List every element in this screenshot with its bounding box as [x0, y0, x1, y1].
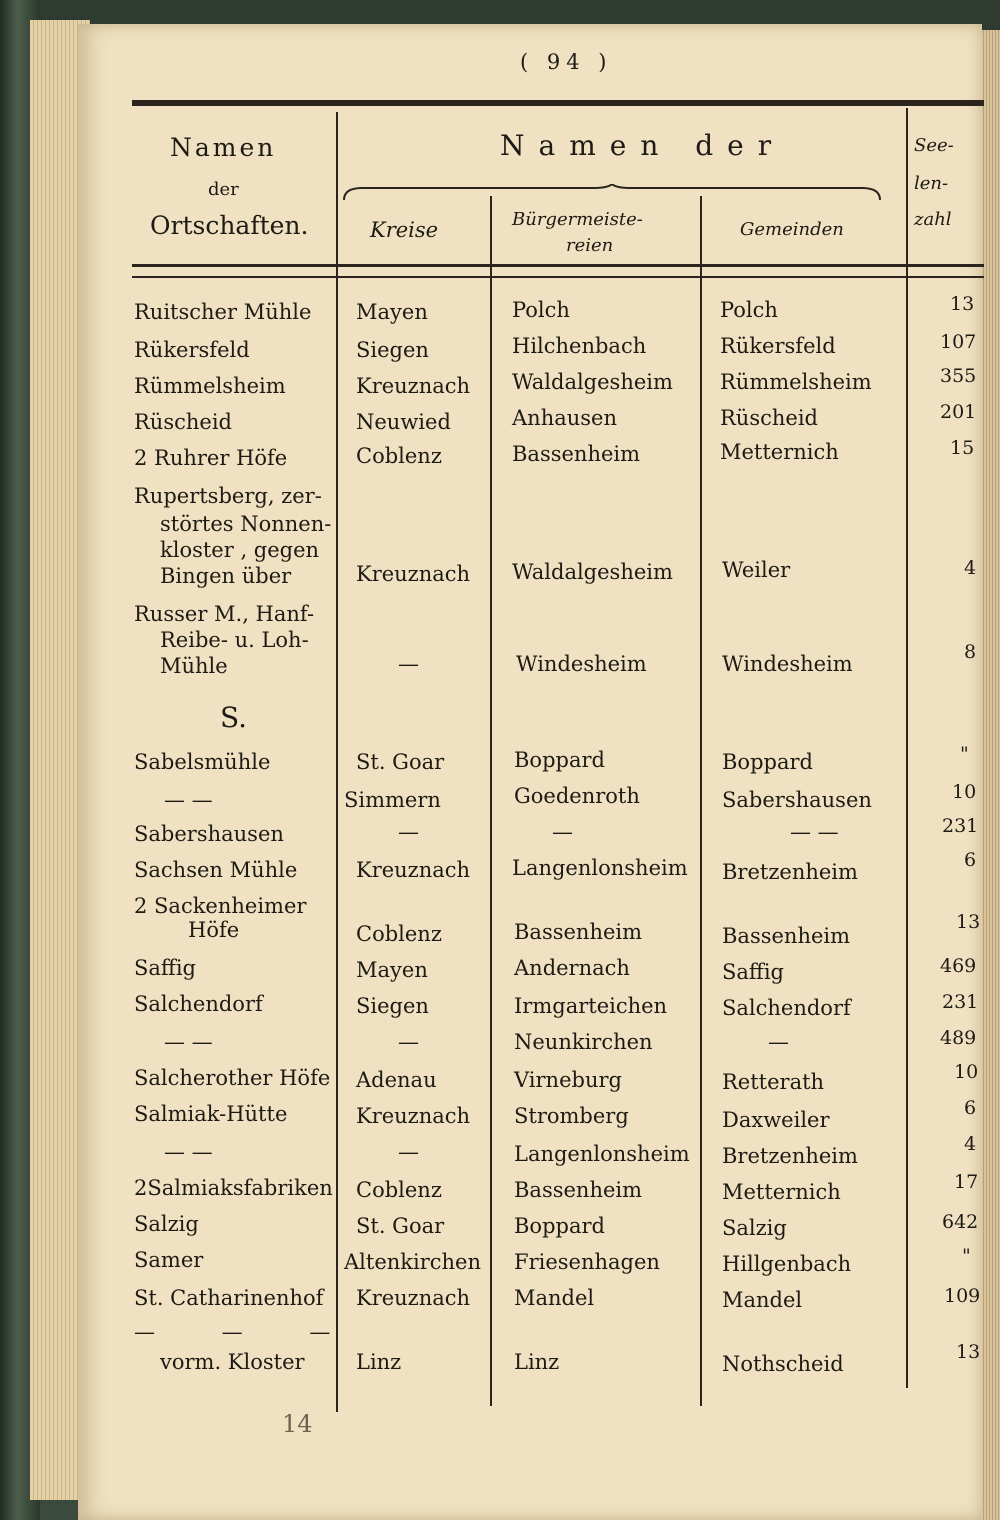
kreis-cell: Neuwied	[356, 410, 451, 434]
seelenzahl-cell: 109	[944, 1285, 981, 1307]
header-gemeinden: Gemeinden	[740, 219, 844, 240]
gemeinde-cell: Daxweiler	[722, 1108, 830, 1132]
ortschaft-cell: Sachsen Mühle	[134, 858, 298, 882]
buergermeisterei-cell: Mandel	[514, 1286, 595, 1310]
kreis-cell: Kreuznach	[356, 1104, 471, 1128]
seelenzahl-cell: "	[962, 1245, 971, 1267]
gemeinde-cell: Weiler	[722, 558, 791, 582]
column-divider	[700, 196, 702, 1406]
seelenzahl-cell: 10	[954, 1061, 979, 1083]
kreis-cell: St. Goar	[356, 1214, 445, 1238]
kreis-cell: Linz	[356, 1350, 402, 1374]
seelenzahl-cell: 13	[956, 911, 981, 933]
gemeinde-cell: Nothscheid	[722, 1352, 844, 1376]
seelenzahl-cell: 231	[942, 815, 979, 837]
kreis-cell: —	[398, 820, 419, 844]
gemeinde-cell: Windesheim	[722, 652, 853, 676]
seelenzahl-cell: 201	[940, 401, 977, 423]
ortschaft-cell: Rüscheid	[134, 410, 232, 434]
seelenzahl-cell: 4	[964, 557, 977, 579]
header-buergermeistereien: Bürgermeiste-	[512, 209, 643, 230]
buergermeisterei-cell: Langenlonsheim	[514, 1142, 690, 1166]
buergermeisterei-cell: Boppard	[514, 748, 605, 772]
kreis-cell: Siegen	[356, 338, 429, 362]
kreis-cell: Kreuznach	[356, 858, 471, 882]
seelenzahl-cell: 13	[950, 293, 975, 315]
gemeinde-cell: Rükersfeld	[720, 334, 836, 358]
gemeinde-cell: Boppard	[722, 750, 813, 774]
header-seelenzahl-3: zahl	[914, 209, 952, 230]
ortschaft-cell: Salcherother Höfe	[134, 1066, 331, 1090]
header-ortschaften: Ortschaften.	[150, 211, 309, 240]
gemeinde-cell: Bretzenheim	[722, 1144, 858, 1168]
seelenzahl-cell: "	[960, 743, 969, 765]
ortschaft-cell: — —	[164, 788, 213, 812]
ortschaft-cell: — —	[164, 1140, 213, 1164]
header-seelenzahl-2: len-	[914, 173, 949, 194]
header-kreise: Kreise	[370, 218, 439, 242]
ortschaft-cell: Samer	[134, 1248, 204, 1272]
ortschaft-cell: 2 Ruhrer Höfe	[134, 446, 288, 470]
buergermeisterei-cell: Windesheim	[516, 652, 647, 676]
ortschaft-cell: Salmiak-Hütte	[134, 1102, 288, 1126]
ortschaft-cell: Sabershausen	[134, 822, 284, 846]
gemeinde-cell: Retterath	[722, 1070, 825, 1094]
buergermeisterei-cell: —	[552, 820, 573, 844]
gemeinde-cell: Rüscheid	[720, 406, 818, 430]
seelenzahl-cell: 13	[956, 1341, 981, 1363]
ortschaft-cell: Salzig	[134, 1212, 199, 1236]
seelenzahl-cell: 4	[964, 1133, 977, 1155]
seelenzahl-cell: 6	[964, 849, 977, 871]
ortschaft-cell: Rupertsberg, zer-	[134, 484, 322, 508]
kreis-cell: Coblenz	[356, 922, 442, 946]
ortschaft-cell: Salchendorf	[134, 992, 263, 1016]
buergermeisterei-cell: Polch	[512, 298, 570, 322]
header-rule-2	[132, 276, 984, 278]
seelenzahl-cell: 8	[964, 641, 977, 663]
seelenzahl-cell: 355	[940, 365, 977, 387]
gemeinde-cell: Saffig	[722, 960, 784, 984]
kreis-cell: Siegen	[356, 994, 429, 1018]
buergermeisterei-cell: Andernach	[514, 956, 630, 980]
ortschaft-cell: kloster , gegen	[160, 538, 320, 562]
gemeinde-cell: Salzig	[722, 1216, 787, 1240]
header-der: der	[208, 179, 239, 200]
ortschaft-cell: störtes Nonnen-	[160, 512, 332, 536]
gemeinde-cell: Hillgenbach	[722, 1252, 852, 1276]
column-divider	[490, 196, 492, 1406]
gemeinde-cell: Metternich	[722, 1180, 841, 1204]
buergermeisterei-cell: Langenlonsheim	[512, 856, 688, 880]
gemeinde-cell: Bassenheim	[722, 924, 851, 948]
ortschaft-cell: Höfe	[188, 918, 240, 942]
page-number: ( 94 )	[520, 50, 613, 74]
section-letter: S.	[220, 701, 248, 734]
seelenzahl-cell: 10	[952, 781, 977, 803]
header-namen: Namen	[170, 133, 277, 162]
header-seelenzahl-1: See-	[914, 135, 954, 156]
ortschaft-cell: 2 Sackenheimer	[134, 894, 307, 918]
header-namen-der: Namen der	[500, 129, 786, 162]
ortschaft-cell: Bingen über	[160, 564, 292, 588]
ortschaft-cell: Russer M., Hanf-	[134, 602, 315, 626]
kreis-cell: Kreuznach	[356, 562, 471, 586]
header-buergermeistereien-2: reien	[566, 235, 614, 256]
seelenzahl-cell: 6	[964, 1097, 977, 1119]
seelenzahl-cell: 231	[942, 991, 979, 1013]
top-rule	[132, 100, 984, 106]
kreis-cell: St. Goar	[356, 750, 445, 774]
kreis-cell: Mayen	[356, 300, 428, 324]
column-divider	[906, 108, 908, 1388]
gemeinde-cell: Sabershausen	[722, 788, 872, 812]
buergermeisterei-cell: Anhausen	[512, 406, 617, 430]
buergermeisterei-cell: Bassenheim	[514, 1178, 643, 1202]
buergermeisterei-cell: Waldalgesheim	[512, 560, 673, 584]
ortschaft-cell: 2Salmiaksfabriken	[134, 1176, 333, 1200]
buergermeisterei-cell: Boppard	[514, 1214, 605, 1238]
ortschaft-cell: Reibe- u. Loh-	[160, 628, 309, 652]
handwritten-mark: 14	[282, 1410, 313, 1438]
buergermeisterei-cell: Virneburg	[514, 1068, 622, 1092]
ortschaft-cell: St. Catharinenhof	[134, 1286, 324, 1310]
buergermeisterei-cell: Linz	[514, 1350, 560, 1374]
gemeinde-cell: Mandel	[722, 1288, 803, 1312]
buergermeisterei-cell: Hilchenbach	[512, 334, 647, 358]
seelenzahl-cell: 17	[954, 1171, 979, 1193]
gemeinde-cell: Polch	[720, 298, 778, 322]
kreis-cell: Adenau	[356, 1068, 437, 1092]
kreis-cell: Altenkirchen	[344, 1250, 481, 1274]
gemeinde-cell: Rümmelsheim	[720, 370, 872, 394]
gemeinde-cell: Salchendorf	[722, 996, 851, 1020]
seelenzahl-cell: 489	[940, 1027, 977, 1049]
kreis-cell: —	[398, 652, 419, 676]
buergermeisterei-cell: Waldalgesheim	[512, 370, 673, 394]
gemeinde-cell: Metternich	[720, 440, 839, 464]
header-brace	[342, 184, 882, 202]
seelenzahl-cell: 15	[950, 437, 975, 459]
gemeinde-cell: — —	[790, 820, 839, 844]
ortschaft-cell: Saffig	[134, 956, 196, 980]
kreis-cell: Simmern	[344, 788, 441, 812]
header-rule	[132, 264, 984, 267]
buergermeisterei-cell: Neunkirchen	[514, 1030, 653, 1054]
ortschaft-cell: Sabelsmühle	[134, 750, 271, 774]
kreis-cell: Kreuznach	[356, 1286, 471, 1310]
kreis-cell: —	[398, 1030, 419, 1054]
column-divider	[336, 112, 338, 1412]
kreis-cell: —	[398, 1140, 419, 1164]
gemeinde-cell: Bretzenheim	[722, 860, 858, 884]
kreis-cell: Coblenz	[356, 444, 442, 468]
ortschaft-cell: vorm. Kloster	[160, 1350, 305, 1374]
ortschaft-cell: Mühle	[160, 654, 228, 678]
buergermeisterei-cell: Goedenroth	[514, 784, 640, 808]
buergermeisterei-cell: Bassenheim	[514, 920, 643, 944]
buergermeisterei-cell: Stromberg	[514, 1104, 629, 1128]
kreis-cell: Kreuznach	[356, 374, 471, 398]
kreis-cell: Mayen	[356, 958, 428, 982]
seelenzahl-cell: 469	[940, 955, 977, 977]
ortschaft-cell: Rümmelsheim	[134, 374, 286, 398]
ortschaft-cell: Rükersfeld	[134, 338, 250, 362]
seelenzahl-cell: 642	[942, 1211, 979, 1233]
ortschaft-cell: — —	[164, 1030, 213, 1054]
buergermeisterei-cell: Bassenheim	[512, 442, 641, 466]
buergermeisterei-cell: Friesenhagen	[514, 1250, 660, 1274]
kreis-cell: Coblenz	[356, 1178, 442, 1202]
ortschaft-cell: Ruitscher Mühle	[134, 300, 312, 324]
ortschaft-cell: — — —	[134, 1320, 361, 1344]
buergermeisterei-cell: Irmgarteichen	[514, 994, 668, 1018]
gemeinde-cell: —	[768, 1030, 789, 1054]
seelenzahl-cell: 107	[940, 331, 977, 353]
